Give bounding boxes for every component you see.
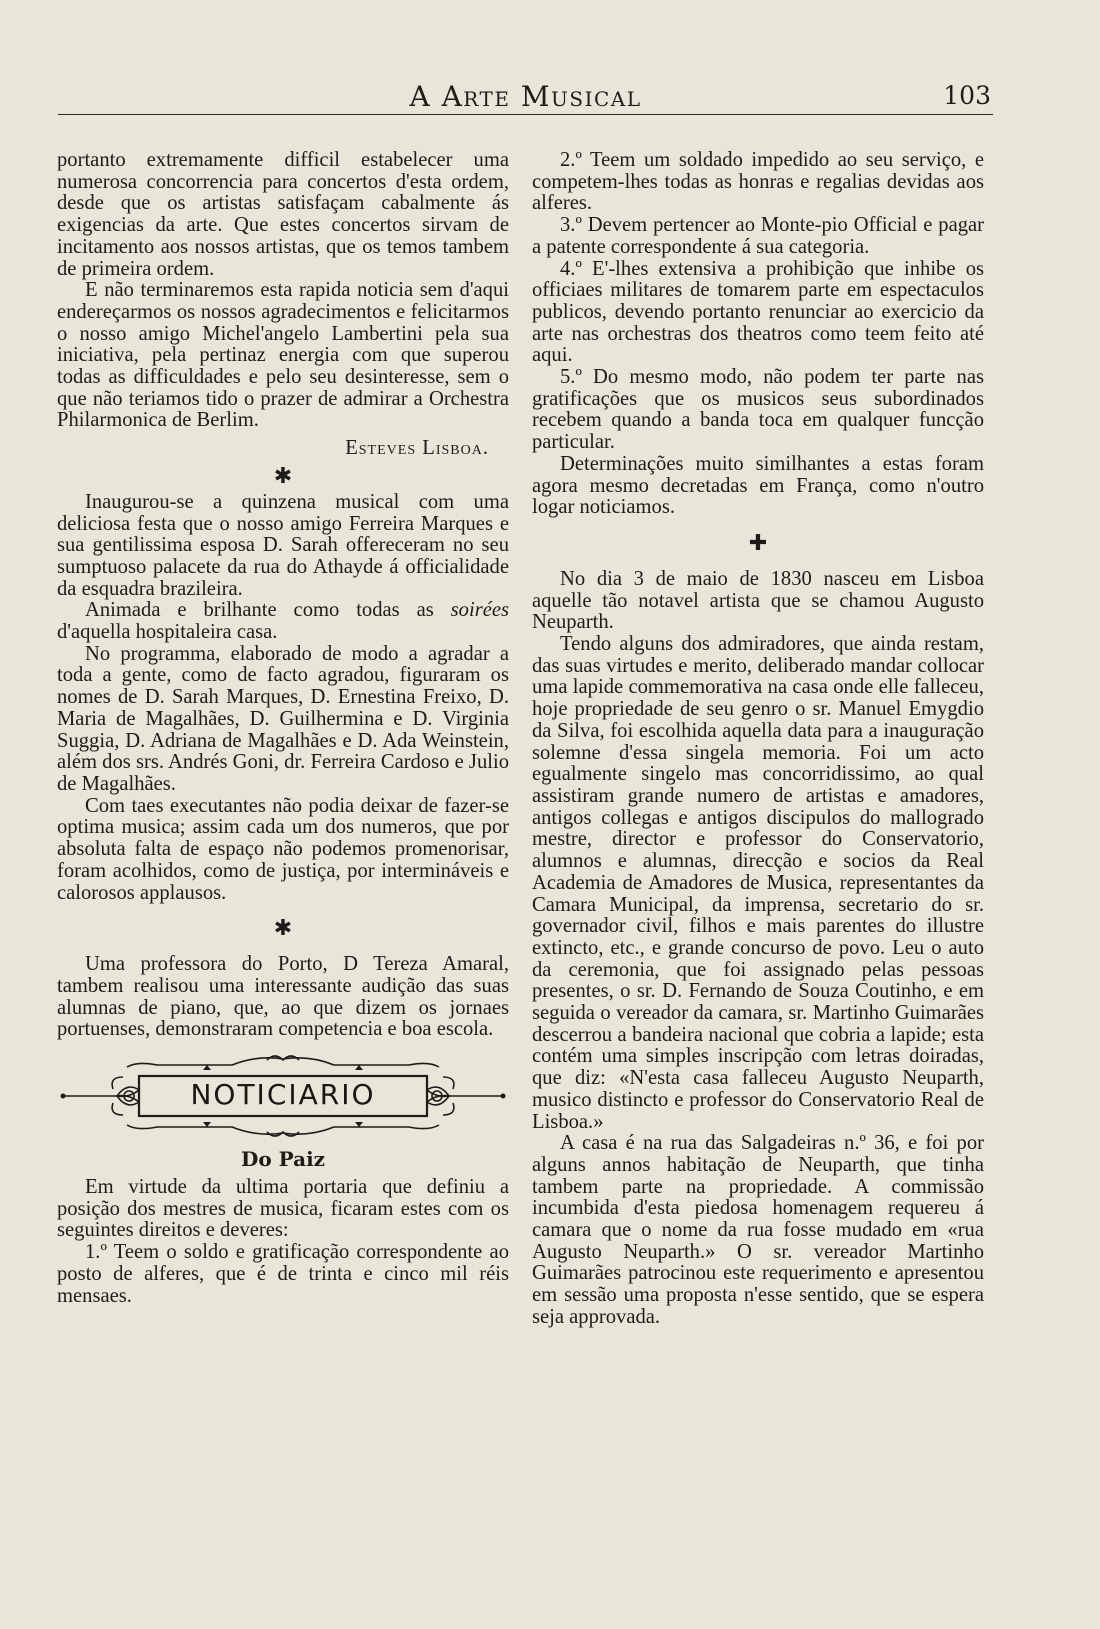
paragraph: Inaugurou-se a quinzena musical com uma deliciosa festa que o nosso amigo Ferreira Marques e sua gentilissima esposa D. Sarah offereceram no seu sumptuoso palacete da rua do Athayde á officialidade da esquadra brazileira. — [57, 490, 509, 600]
paragraph: E não terminaremos esta rapida noticia sem d'aqui endereçarmos os nossos agradecimentos e felicitarmos o nosso amigo Michel'angelo Lambertini pela sua iniciativa, pela pertinaz energia com que superou todas as difficuldades e pelo seu desinteresse, sem o que não teriamos tido o prazer de admirar a Orchestra Philarmonica de Berlim. — [57, 279, 509, 432]
numbered-item: 2.º Teem um soldado impedido ao seu serviço, e competem-lhes todas as honras e regalias devidas aos alferes. — [532, 149, 984, 215]
numbered-item: 1.º Teem o soldo e gratificação correspondente ao posto de alferes, que é de trinta e cinco mil réis mensaes. — [57, 1241, 509, 1307]
paragraph: Tendo alguns dos admiradores, que ainda restam, das suas virtudes e merito, deliberado mandar collocar uma lapide commemorativa na casa onde elle falleceu, hoje propriedade de seu genro o sr. Manuel Emygdio da Silva, foi escolhida aquella data para a inauguração solemne d'essa singela memoria. Foi um acto egualmente singelo mas concorridissimo, ao qual assistiram grande numero de artistas e amadores, antigos collegas e antigos discipulos do mallogrado mestre, director e professor do Conservatorio, alumnos e alumnas, direcção e socios da Real Academia de Amadores de Musica, representantes da Camara Municipal, da imprensa, secretario do sr. governador civil, filhos e mais parentes do illustre extincto, etc., e grande concurso de povo. Leu o auto da ceremonia, que foi assignado pelas pessoas presentes, o sr. D. Fernando de Souza Coutinho, e em seguida o vereador da camara, sr. Martinho Guimarães descerrou a bandeira nacional que cobria a lapide; esta contém uma simples inscripção com letras doiradas, que diz: «N'esta casa falleceu Augusto Neuparth, musico distincto e professor do Conservatorio Real de Lisboa.» — [532, 633, 984, 1133]
paragraph: A casa é na rua das Salgadeiras n.º 36, e foi por alguns annos habitação de Neuparth, que tinha tambem parte na propriedade. A commissão incumbida d'esta piedosa homenagem requereu á camara que o nome da rua fosse mudado em «rua Augusto Neuparth.» O sr. vereador Martinho Guimarães patrocinou este requerimento e apresentou em sessão uma proposta n'esse sentido, que se espera seja approvada. — [532, 1132, 984, 1328]
paragraph: portanto extremamente difficil estabelecer uma numerosa concorrencia para concertos d'esta ordem, desde que os artistas satisfaçam cabalmente ás exigencias da arte. Que estes concertos sirvam de incitamento aos nossos artistas, que os temos tambem de primeira ordem. — [57, 149, 509, 280]
numbered-item: 5.º Do mesmo modo, não podem ter parte nas gratificações que os musicos seus subordinados recebem quando a banda toca em qualquer funcção particular. — [532, 366, 984, 454]
banner-title: NOTICIARIO — [190, 1078, 376, 1112]
section-separator: ✱ — [273, 462, 293, 488]
paragraph: Uma professora do Porto, D Tereza Amaral, tambem realisou uma interessante audição das suas alumnas de piano, que, ao que dizem os jornaes portuenses, demonstraram competencia e boa escola. — [57, 953, 509, 1041]
paragraph: Em virtude da ultima portaria que definiu a posição dos mestres de musica, ficaram estes com os seguintes direitos e deveres: — [57, 1176, 509, 1242]
page-header — [58, 78, 993, 115]
page-number: 103 — [943, 81, 991, 110]
paragraph: No programma, elaborado de modo a agradar a toda a gente, como de facto agradou, figuraram os nomes de D. Sarah Marques, D. Ernestina Freixo, D. Maria de Magalhães, D. Guilhermina e D. Virginia Suggia, D. Adriana de Magalhães e D. Ada Weinstein, além dos srs. Andrés Goni, dr. Ferreira Cardoso e Julio de Magalhães. — [57, 642, 509, 795]
paragraph-text: d'aquella hospitaleira casa. — [57, 621, 278, 644]
numbered-item: 4.º E'-lhes extensiva a prohibição que inhibe os officiaes militares de tomarem parte em espectaculos publicos, devendo portanto renunciar ao exercicio da arte nas orchestras dos theatros como teem feito até aqui. — [532, 257, 984, 367]
paragraph: Com taes executantes não podia deixar de fazer-se optima musica; assim cada um dos numeros, que por absoluta falta de espaço não podemos promenorisar, foram acolhidos, como de justiça, por intermináveis e calorosos applausos. — [57, 794, 509, 904]
paragraph-text: Animada e brilhante como todas as — [85, 599, 451, 622]
numbered-item: 3.º Devem pertencer ao Monte-pio Official e pagar a patente correspondente á sua categoria. — [532, 214, 984, 258]
noticiario-banner — [57, 1047, 509, 1139]
paragraph — [57, 600, 509, 643]
section-subhead: Do Paiz — [240, 1147, 326, 1172]
author-signature: Esteves Lisboa. — [345, 437, 489, 460]
paragraph: Determinações muito similhantes a estas foram agora mesmo decretadas em França, como n'outro logar noticiamos. — [532, 452, 984, 519]
section-separator: ✚ — [748, 530, 768, 556]
section-separator: ✱ — [273, 916, 293, 942]
right-column — [532, 150, 984, 1329]
running-title: A Arte Musical — [409, 80, 642, 113]
paragraph: No dia 3 de maio de 1830 nasceu em Lisboa aquelle tão notavel artista que se chamou Augusto Neuparth. — [532, 567, 984, 634]
left-column — [57, 150, 509, 1307]
italic-term: soirées — [450, 599, 509, 622]
